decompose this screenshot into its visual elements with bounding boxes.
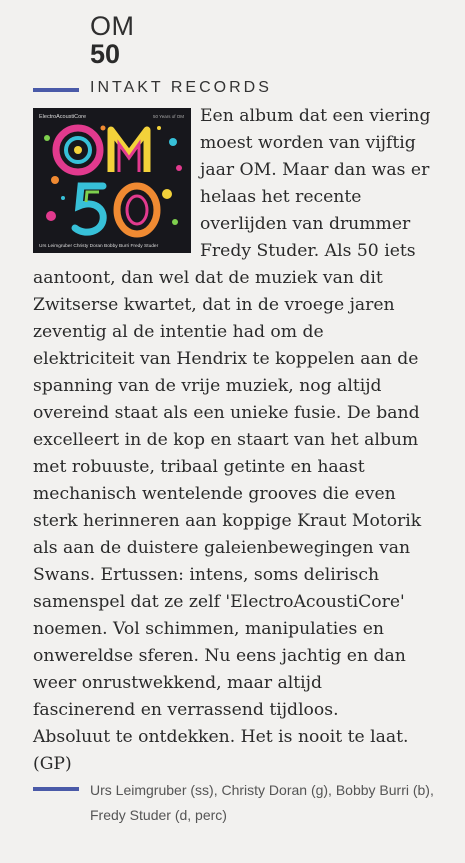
review-line: mechanisch wentelende grooves die even	[33, 484, 396, 504]
review-author: (GP)	[33, 754, 72, 774]
review-line: samenspel dat ze zelf 'ElectroAcoustiCore'	[33, 592, 405, 612]
album-title: 50	[90, 39, 121, 69]
cover-brand: ElectroAcoustiCore	[39, 114, 87, 120]
review-line: overeind staat als een unieke fusie. De band	[33, 403, 420, 423]
accent-rule	[33, 88, 79, 92]
review-line: noemen. Vol schimmen, manipulaties en	[33, 619, 384, 639]
review-line: helaas het recente	[200, 187, 362, 207]
review-line: overlijden van drummer	[200, 214, 411, 234]
review-line: Swans. Ertussen: intens, soms delirisch	[33, 565, 380, 585]
cover-side-text: 50 Years of OM	[153, 114, 185, 119]
review-line: jaar OM. Maar dan was er	[200, 160, 430, 180]
album-cover	[33, 108, 191, 253]
review-line: als aan de duistere galeienbewegingen van	[33, 538, 411, 558]
review-line: fascinerend en verrassend tijdloos.	[33, 700, 339, 720]
review-line: moest worden van vijftig	[200, 133, 416, 153]
album-cover-art	[33, 108, 191, 253]
review-line: sterk herinneren aan koppige Kraut Motorik	[33, 511, 422, 531]
cover-credits: Urs Leimgruber Christy Doran Bobby Burri Fredy Studer	[39, 244, 159, 249]
artist-name: OM	[90, 11, 135, 41]
review-line: spanning van de vrije muziek, nog altijd	[33, 376, 382, 396]
review-line: zeventig al de intentie had om de	[33, 322, 324, 342]
accent-rule	[33, 787, 79, 791]
review-line: Zwitserse kwartet, dat in de vroege jaren	[33, 295, 395, 315]
personnel-credits: Urs Leimgruber (ss), Christy Doran (g), Bobby Burri (b), Fredy Studer (d, perc)	[90, 782, 434, 823]
review-line: elektriciteit van Hendrix te koppelen aan de	[33, 349, 419, 369]
review-line: onwereldse sferen. Nu eens jachtig en dan	[33, 646, 406, 666]
review-line: Een album dat een viering	[200, 106, 431, 126]
record-label: INTAKT RECORDS	[90, 79, 272, 96]
review-line: met robuuste, tribaal getinte en haast	[33, 457, 365, 477]
review-line: aantoont, dan wel dat de muziek van dit	[33, 268, 383, 288]
review-line: Absoluut te ontdekken. Het is nooit te laat.	[33, 727, 409, 747]
review-line: weer onrustwekkend, maar altijd	[33, 673, 322, 693]
review-line: excelleert in de kop en staart van het album	[33, 430, 419, 450]
review-line: Fredy Studer. Als 50 iets	[200, 241, 416, 261]
